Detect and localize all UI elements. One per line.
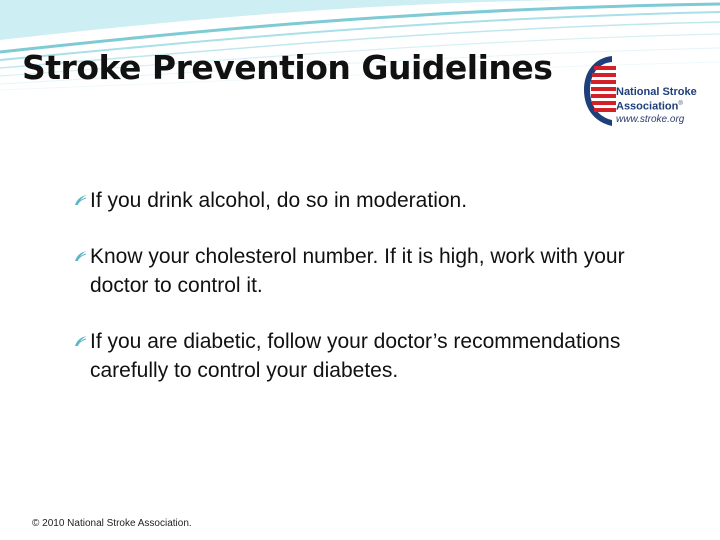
- national-stroke-association-logo-icon: [582, 54, 618, 128]
- nsa-logo: [582, 52, 712, 130]
- logo-name-line2: Association: [616, 100, 679, 113]
- bullet-item-alcohol: [72, 186, 652, 215]
- logo-url: www.stroke.org: [616, 114, 685, 125]
- swoosh-bullet-icon: [74, 193, 88, 207]
- bullet-item-cholesterol: [72, 242, 652, 300]
- slide-title: Stroke Prevention Guidelines: [22, 48, 553, 87]
- bullet-item-diabetes: [72, 327, 652, 385]
- logo-name-line1: National Stroke: [616, 86, 697, 98]
- bullet-list: [72, 186, 652, 412]
- bullet-text: Know your cholesterol number. If it is high, work with your doctor to control it.: [90, 245, 625, 297]
- logo-organization-name: [616, 86, 711, 113]
- bullet-text: If you drink alcohol, do so in moderation.: [90, 189, 468, 212]
- bullet-text: If you are diabetic, follow your doctor’s recommendations carefully to control your diabetes.: [90, 330, 621, 382]
- copyright-footer: © 2010 National Stroke Association.: [32, 518, 192, 529]
- logo-trademark: ®: [678, 101, 683, 107]
- swoosh-bullet-icon: [74, 334, 88, 348]
- swoosh-bullet-icon: [74, 249, 88, 263]
